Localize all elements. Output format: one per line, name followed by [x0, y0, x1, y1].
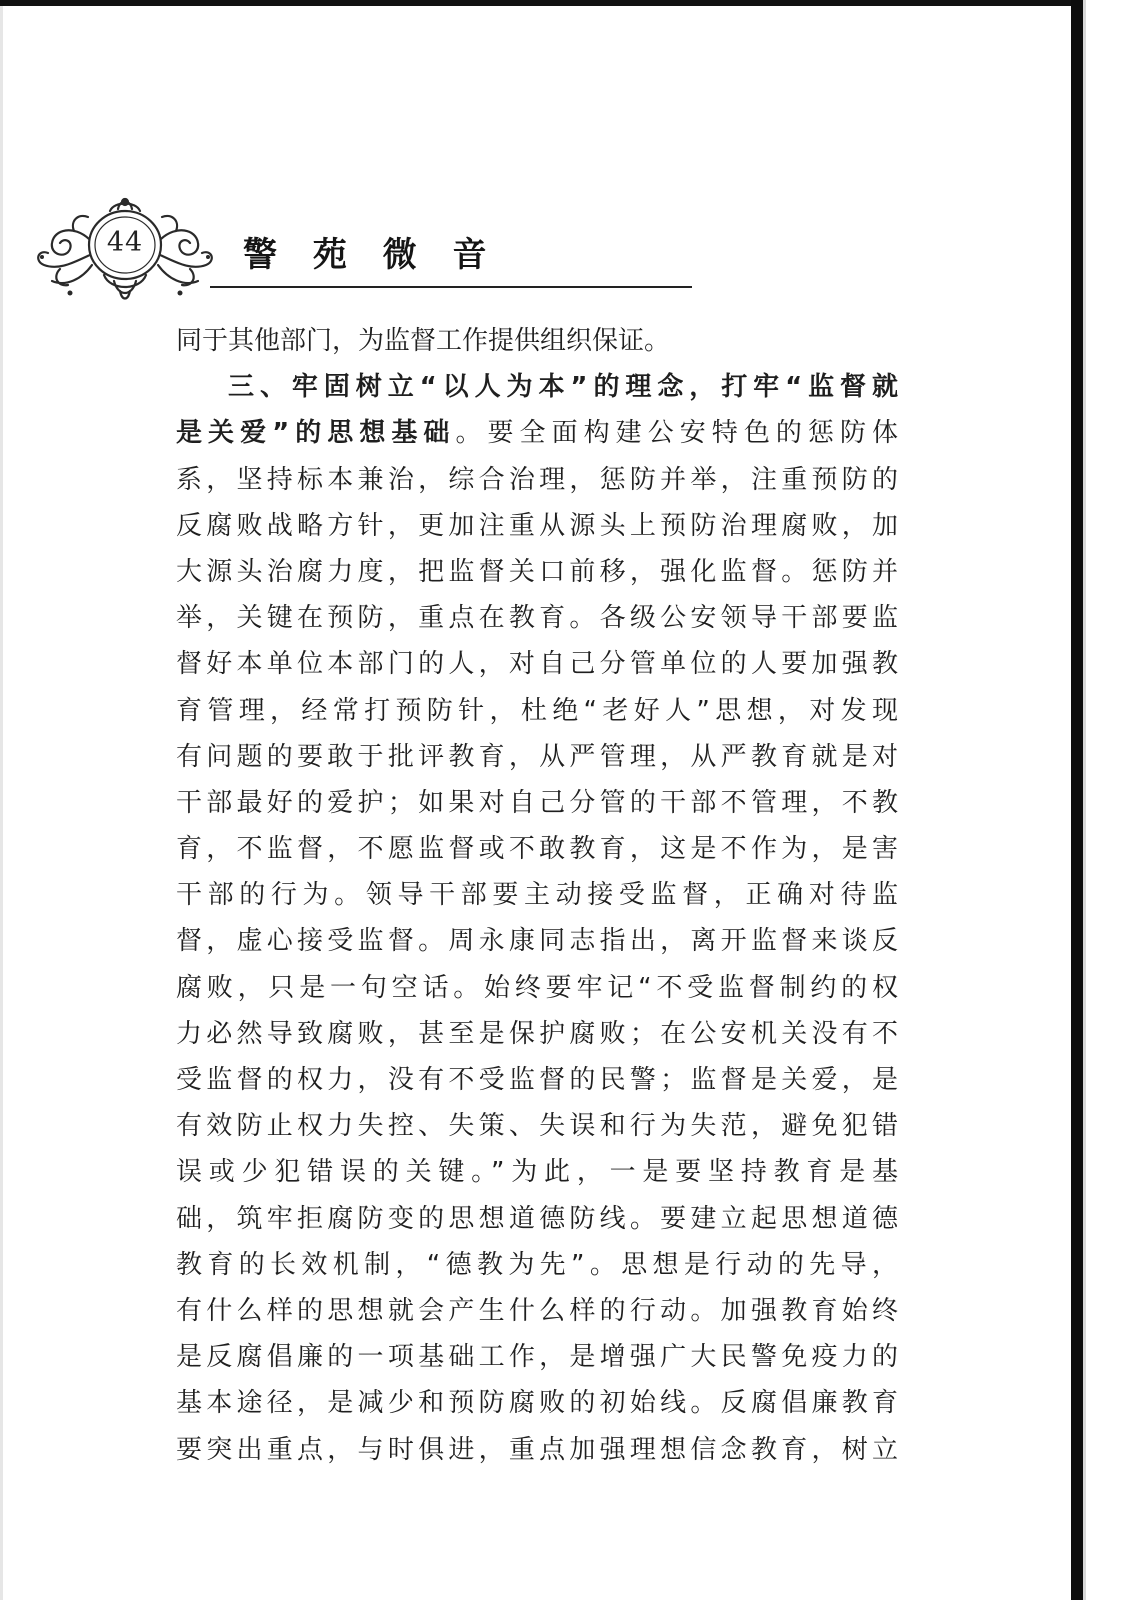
running-title: 警 苑 微 音	[243, 235, 499, 275]
text-line: 教育的长效机制，“德教为先”。思想是行动的先导，	[176, 1249, 898, 1280]
text-line: 基本途径，是减少和预防腐败的初始线。反腐倡廉教育	[176, 1388, 898, 1419]
section-heading-line: 三、牢固树立“以人为本”的理念，打牢“监督就	[228, 372, 898, 403]
text-line: 督好本单位本部门的人，对自己分管单位的人要加强教	[176, 649, 898, 680]
text-line: 同于其他部门，为监督工作提供组织保证。	[176, 326, 671, 356]
text-line: 督，虚心接受监督。周永康同志指出，离开监督来谈反	[176, 926, 898, 957]
text-line: 干部的行为。领导干部要主动接受监督，正确对待监	[176, 880, 898, 911]
text-segment: 。要全面构建公安特色的惩防体	[455, 418, 898, 449]
text-line: 腐败，只是一句空话。始终要牢记“不受监督制约的权	[176, 972, 898, 1003]
text-line: 干部最好的爱护；如果对自己分管的干部不管理，不教	[176, 787, 898, 818]
page-number: 44	[106, 227, 144, 258]
text-line: 有问题的要敢于批评教育，从严管理，从严教育就是对	[176, 741, 898, 772]
text-line: 大源头治腐力度，把监督关口前移，强化监督。惩防并	[176, 556, 898, 587]
text-line: 受监督的权力，没有不受监督的民警；监督是关爱，是	[176, 1065, 898, 1095]
text-line: 育，不监督，不愿监督或不敢教育，这是不作为，是害	[176, 834, 898, 865]
text-line: 有效防止权力失控、失策、失误和行为失范，避免犯错	[176, 1111, 898, 1142]
scan-border-top	[0, 0, 1132, 6]
scan-border-left	[0, 6, 3, 1600]
scan-margin-right	[1083, 0, 1132, 1600]
text-line: 系，坚持标本兼治，综合治理，惩防并举，注重预防的	[176, 464, 898, 495]
text-line: 础，筑牢拒腐防变的思想道德防线。要建立起思想道德	[176, 1203, 898, 1234]
text-line: 反腐败战略方针，更加注重从源头上预防治理腐败，加	[176, 510, 898, 541]
text-line: 要突出重点，与时俱进，重点加强理想信念教育，树立	[176, 1434, 898, 1465]
body-text	[176, 318, 898, 1473]
section-heading-end: 是关爱”的思想基础	[176, 418, 456, 449]
text-line: 力必然导致腐败，甚至是保护腐败；在公安机关没有不	[176, 1018, 898, 1049]
text-line: 育管理，经常打预防针，杜绝“老好人”思想，对发现	[176, 695, 898, 726]
page-header	[30, 195, 670, 305]
text-line: 有什么样的思想就会产生什么样的行动。加强教育始终	[176, 1295, 898, 1326]
header-divider	[210, 286, 692, 288]
text-line: 举，关键在预防，重点在教育。各级公安领导干部要监	[176, 603, 898, 634]
text-line: 误或少犯错误的关键。”为此，一是要坚持教育是基	[176, 1157, 898, 1188]
text-line	[176, 410, 898, 456]
text-line: 是反腐倡廉的一项基础工作，是增强广大民警免疫力的	[176, 1342, 898, 1373]
scan-border-right	[1071, 0, 1083, 1600]
